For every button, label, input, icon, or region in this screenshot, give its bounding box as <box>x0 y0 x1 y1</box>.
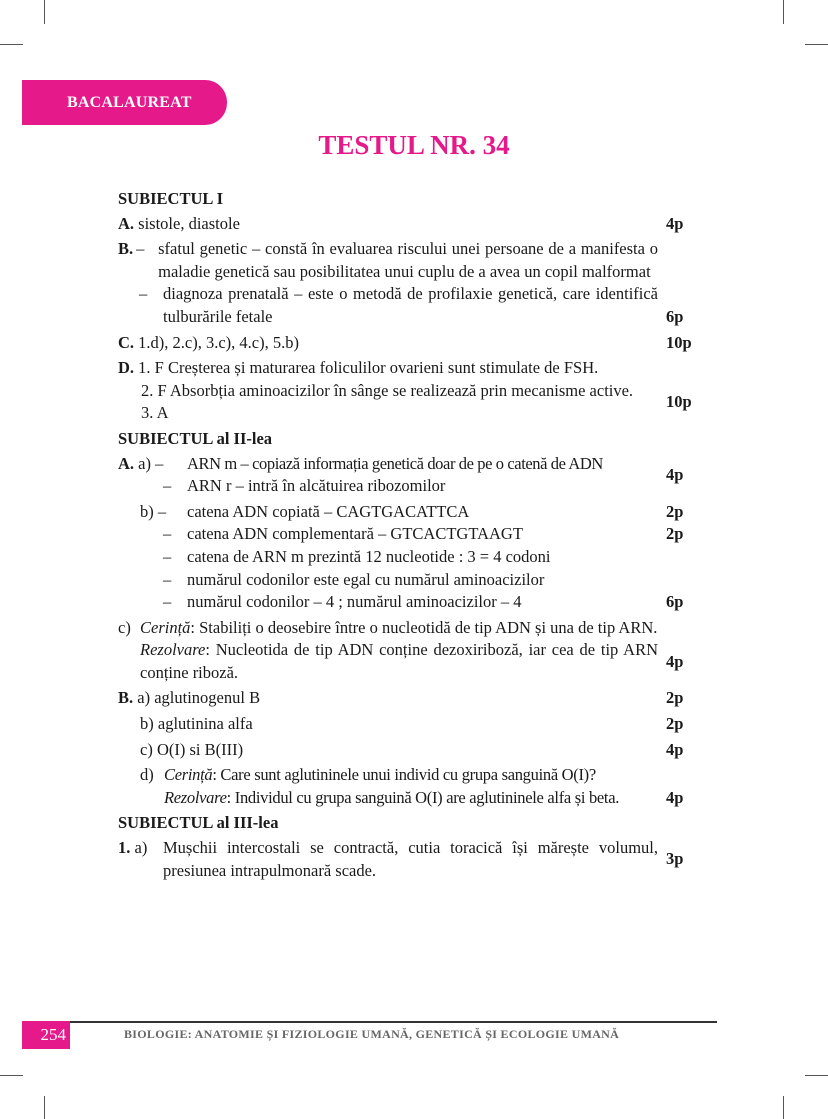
subitem-label: c) <box>140 739 153 759</box>
item-1D <box>118 357 698 425</box>
crop-mark <box>805 44 828 45</box>
crop-mark <box>44 1096 45 1119</box>
subitem-label: c) <box>118 617 131 637</box>
item-text: ARN m – copiază informația genetică doar de pe o catenă de ADN <box>187 453 603 473</box>
points: 6p <box>666 592 684 612</box>
item-2B-c <box>118 739 698 762</box>
requirement-text: : Care sunt aglutininele unui individ cu grupa sanguină O(I)? <box>212 765 596 785</box>
item-text: 2. F Absorbția aminoacizilor în sânge se realizează prin mecanisme active. <box>141 380 634 400</box>
item-1B: B. – sfatul genetic – constă în evaluarea riscului unei persoane de a manifesta o maladie genetică sau posibilitatea unui cuplu de a avea un copil malformat – diagnoza prenatală – este o metodă de profilaxie genetică, care identifică tulburările fetale 6p <box>118 238 698 328</box>
item-label: B. <box>118 688 134 708</box>
points: 4p <box>666 651 684 671</box>
item-text: O(I) si B(III) <box>156 739 244 759</box>
points: 2p <box>666 501 684 521</box>
item-text: ARN r – intră în alcătuirea ribozomilor <box>187 476 446 496</box>
subitem-label: a) <box>134 838 148 858</box>
item-text: 1.d), 2.c), 3.c), 4.c), 5.b) <box>138 332 299 352</box>
subitem-label: d) <box>140 765 154 785</box>
footer-rule <box>70 1021 717 1023</box>
points: 2p <box>666 688 684 708</box>
points: 4p <box>666 213 684 233</box>
requirement-label: Cerință <box>140 617 191 637</box>
points: 2p <box>666 524 684 544</box>
item-2A-a: A. a) – ARN m – copiază informația genetică doar de pe o catenă de ADN – ARN r – intră în alcătuirea ribozomilor 4p <box>118 453 698 498</box>
page-number: 254 <box>22 1021 70 1049</box>
item-text: aglutinina alfa <box>157 714 253 734</box>
page-title: TESTUL NR. 34 <box>318 130 510 160</box>
item-text: 3. A <box>141 403 169 423</box>
crop-mark <box>0 44 23 45</box>
item-text: catena ADN copiată – CAGTGACATTCA <box>187 501 470 521</box>
crop-mark <box>44 0 45 24</box>
subject-heading: SUBIECTUL al II-lea <box>118 428 273 448</box>
points: 10p <box>666 332 692 352</box>
subitem-label: a) <box>137 688 151 708</box>
points: 3p <box>666 849 684 869</box>
item-text: 1. F Creșterea și maturarea foliculilor ovarieni sunt stimulate de FSH. <box>138 358 599 378</box>
solution-text: : Individul cu grupa sanguină O(I) are aglutininele alfa și beta. <box>226 787 620 807</box>
points: 10p <box>666 392 692 412</box>
item-1A <box>118 213 698 236</box>
subject-heading: SUBIECTUL al III-lea <box>118 813 279 833</box>
subject-heading: SUBIECTUL I <box>118 189 224 208</box>
item-2A-b: b) – catena ADN copiată – CAGTGACATTCA 2p – catena ADN complementară – GTCACTGTAAGT 2p – catena de ARN m prezintă 12 nucleotide : 3 = 4 codoni – numărul codonilor este egal cu numărul aminoacizilor – numărul codonilor – 4 ; numărul aminoacizilor – 4 6p <box>118 501 698 614</box>
answer-key <box>118 188 698 885</box>
item-2B-d <box>118 764 698 809</box>
item-1C <box>118 332 698 355</box>
item-label: A. <box>118 213 135 233</box>
item-2B-b <box>118 713 698 736</box>
points: 4p <box>666 739 684 759</box>
requirement-label: Cerință <box>164 765 213 785</box>
points: 6p <box>666 307 684 327</box>
item-text: sfatul genetic – constă în evaluarea riscului unei persoane de a manifesta o maladie genetică sau posibilitatea unui cuplu de a avea un copil malformat <box>158 239 658 281</box>
crop-mark <box>0 1075 23 1076</box>
item-2B-a <box>118 687 698 710</box>
points: 4p <box>666 788 684 808</box>
item-label: C. <box>118 332 135 352</box>
subitem-label: b) <box>140 501 154 521</box>
crop-mark <box>783 0 784 24</box>
subitem-label: a) <box>138 453 151 473</box>
item-text: numărul codonilor – 4 ; numărul aminoacizilor – 4 <box>187 592 522 612</box>
solution-label: Rezolvare <box>164 787 227 807</box>
item-text: sistole, diastole <box>138 213 240 233</box>
item-text: catena de ARN m prezintă 12 nucleotide : 3 = 4 codoni <box>187 546 551 566</box>
item-2A-c <box>118 617 698 685</box>
solution-text: : Nucleotida de tip ADN conține dezoxiriboză, iar cea de tip ARN conține riboză. <box>140 640 658 682</box>
points: 4p <box>666 464 684 484</box>
crop-mark <box>805 1075 828 1076</box>
item-text: aglutinogenul B <box>154 688 261 708</box>
item-text: catena ADN complementară – GTCACTGTAAGT <box>187 524 523 544</box>
solution-label: Rezolvare <box>140 640 206 660</box>
item-text: Mușchii intercostali se contractă, cutia toracică își mărește volumul, presiunea intrapulmonară scade. <box>163 838 658 880</box>
subitem-label: b) <box>140 714 154 734</box>
item-text: diagnoza prenatală – este o metodă de profilaxie genetică, care identifică tulburările fetale <box>163 284 658 326</box>
points: 2p <box>666 714 684 734</box>
running-footer-title: BIOLOGIE: ANATOMIE ȘI FIZIOLOGIE UMANĂ, GENETICĂ ȘI ECOLOGIE UMANĂ <box>124 1027 620 1041</box>
requirement-text: : Stabiliți o deosebire între o nucleotidă de tip ADN și una de tip ARN. <box>190 617 658 637</box>
item-label: 1. <box>118 838 131 858</box>
item-label: D. <box>118 358 135 378</box>
item-text: numărul codonilor este egal cu numărul aminoacizilor <box>187 569 545 589</box>
item-label: A. <box>118 453 135 473</box>
item-label: B. <box>118 239 134 259</box>
crop-mark <box>783 1096 784 1119</box>
section-badge: BACALAUREAT <box>22 80 227 125</box>
item-3-1a <box>118 837 698 882</box>
